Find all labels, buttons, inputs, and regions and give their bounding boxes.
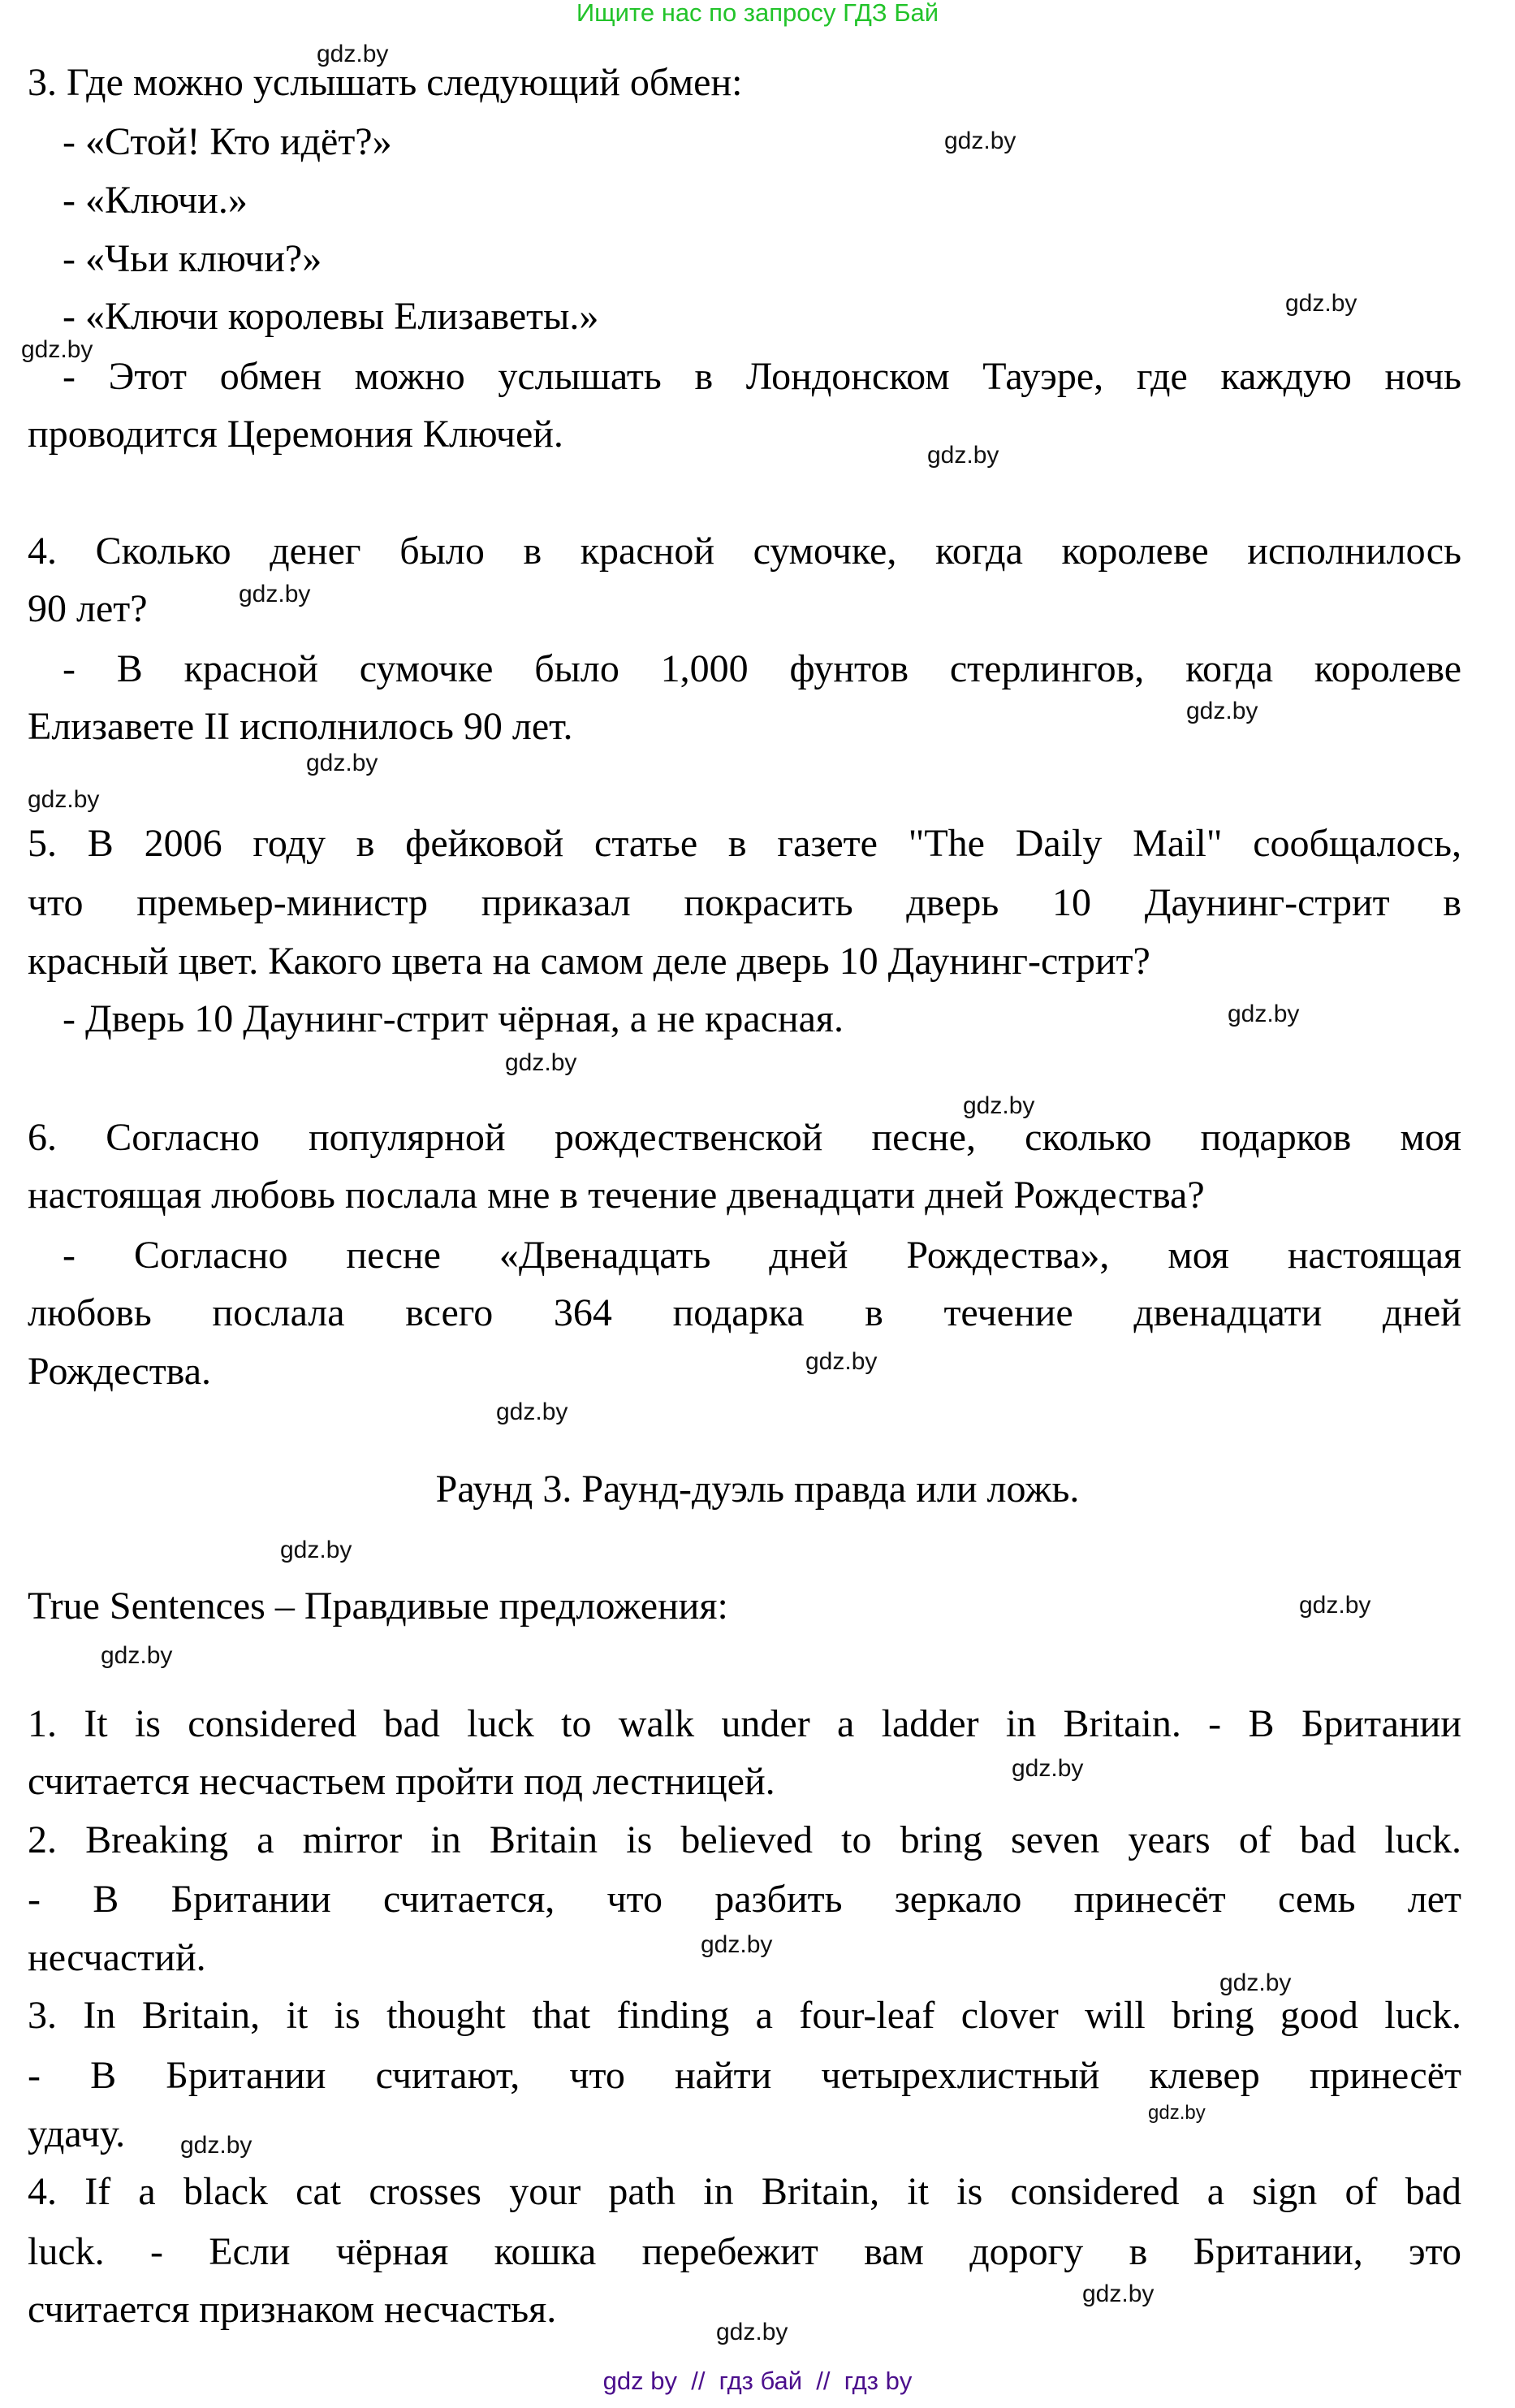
text-line: настоящая любовь послала мне в течение двенадцати дней Рождества? (28, 1174, 1205, 1217)
text-line: luck. - Если чёрная кошка перебежит вам дорогу в Британии, это (28, 2230, 1461, 2273)
watermark-text: gdz.by (1299, 1592, 1371, 1619)
watermark-text: gdz.by (1285, 290, 1357, 317)
text-line: 6. Согласно популярной рождественской песне, сколько подарков моя (28, 1116, 1461, 1159)
text-line: 5. В 2006 году в фейковой статье в газете "The Daily Mail" сообщалось, (28, 822, 1461, 865)
watermark-text: gdz.by (1219, 1969, 1292, 1996)
text-line: - «Ключи королевы Елизаветы.» (63, 295, 599, 338)
text-line: - «Ключи.» (63, 179, 248, 222)
text-line: Раунд 3. Раунд-дуэль правда или ложь. (435, 1468, 1080, 1511)
search-banner: Ищите нас по запросу ГДЗ Бай (576, 0, 939, 27)
watermark-text: gdz.by (306, 750, 378, 776)
text-line: считается несчастьем пройти под лестницей. (28, 1760, 775, 1803)
text-line: 4. Сколько денег было в красной сумочке, когда королеве исполнилось (28, 530, 1461, 573)
text-line: 4. If a black cat crosses your path in Britain, it is considered a sign of bad (28, 2170, 1461, 2213)
watermark-text: gdz.by (317, 41, 389, 67)
watermark-text: gdz.by (963, 1092, 1035, 1119)
text-line: что премьер-министр приказал покрасить дверь 10 Даунинг-стрит в (28, 881, 1461, 924)
text-line: любовь послала всего 364 подарка в течение двенадцати дней (28, 1291, 1461, 1334)
watermark-text: gdz.by (280, 1537, 352, 1563)
watermark-text: gdz.by (1228, 1001, 1300, 1027)
watermark-text: gdz.by (944, 128, 1016, 154)
text-line: True Sentences – Правдивые предложения: (28, 1584, 728, 1628)
text-line: Рождества. (28, 1350, 212, 1393)
watermark-text: gdz.by (28, 786, 100, 813)
text-line: красный цвет. Какого цвета на самом деле дверь 10 Даунинг-стрит? (28, 940, 1150, 983)
watermark-text: gdz.by (505, 1049, 577, 1076)
text-line: проводится Церемония Ключей. (28, 413, 563, 456)
watermark-text: gdz.by (1012, 1755, 1084, 1782)
watermark-text: gdz.by (496, 1399, 568, 1425)
watermark-text: gdz.by (1186, 698, 1258, 724)
text-line: - Этот обмен можно услышать в Лондонском Тауэре, где каждую ночь (63, 355, 1461, 398)
watermark-text: gdz.by (716, 2319, 788, 2345)
text-line: - «Чьи ключи?» (63, 237, 322, 280)
watermark-text: gdz.by (701, 1931, 773, 1958)
watermark-text: gdz.by (21, 336, 93, 363)
text-line: - В красной сумочке было 1,000 фунтов стерлингов, когда королеве (63, 647, 1461, 690)
text-line: - Дверь 10 Даунинг-стрит чёрная, а не красная. (63, 997, 844, 1040)
text-line: 3. In Britain, it is thought that finding a four-leaf clover will bring good luck. (28, 1994, 1461, 2037)
text-line: - В Британии считают, что найти четырехлистный клевер принесёт (28, 2054, 1461, 2097)
text-line: - «Стой! Кто идёт?» (63, 120, 392, 163)
watermark-text: gdz.by (239, 581, 311, 607)
watermark-text: gdz.by (101, 1642, 173, 1669)
text-line: 1. It is considered bad luck to walk under a ladder in Britain. - В Британии (28, 1702, 1461, 1745)
text-line: 90 лет? (28, 587, 148, 630)
text-line: Елизавете II исполнилось 90 лет. (28, 705, 573, 748)
text-line: несчастий. (28, 1936, 206, 1979)
watermark-text: gdz.by (1148, 2102, 1206, 2124)
watermark-text: gdz.by (180, 2132, 252, 2159)
text-line: считается признаком несчастья. (28, 2288, 557, 2331)
watermark-text: gdz.by (805, 1348, 878, 1375)
text-line: - В Британии считается, что разбить зеркало принесёт семь лет (28, 1878, 1461, 1921)
text-line: удачу. (28, 2112, 126, 2155)
watermark-text: gdz.by (1082, 2280, 1155, 2307)
text-line: - Согласно песне «Двенадцать дней Рождества», моя настоящая (63, 1234, 1461, 1277)
text-line: 2. Breaking a mirror in Britain is believed to bring seven years of bad luck. (28, 1818, 1461, 1861)
watermark-text: gdz.by (927, 442, 999, 469)
footer-watermark: gdz by // гдз бай // гдз by (602, 2367, 913, 2395)
text-line: 3. Где можно услышать следующий обмен: (28, 61, 743, 104)
